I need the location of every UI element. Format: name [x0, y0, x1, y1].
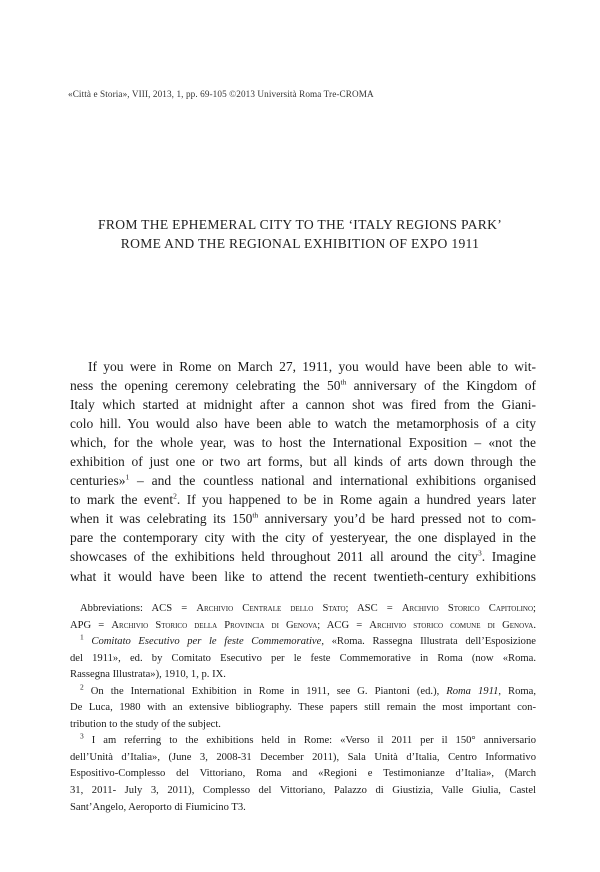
footnote-number: 2	[80, 682, 84, 692]
superscript: th	[252, 510, 259, 520]
body-line: Italy which started at midnight after a cannon shot was fired from the Giani-	[70, 397, 536, 413]
footnote-1: $^1$ Comitato Esecutivo per le feste Commemorative, «Roma. Rassegna Illustrata dell’Esposizione	[80, 632, 536, 648]
footnote-1-line: del 1911», ed. by Comitato Esecutivo per le feste Commemorative in Roma (now «Roma.	[70, 652, 536, 664]
footnote-2-line: tribution to the study of the subject.	[70, 718, 221, 730]
footnote-number: 3	[80, 731, 84, 741]
body-line: showcases of the exhibitions held throughout 2011 all around the city$^3$. Imagine	[70, 548, 536, 565]
abbreviations-line: Abbreviations: ACS = Archivio Centrale dello Stato; ASC = Archivio Storico Capitolino;	[80, 603, 536, 614]
footnote-2-line: De Luca, 1980 with an extensive bibliography. These papers still remain the most important con-	[70, 702, 536, 714]
superscript: th	[340, 377, 347, 387]
body-line: exhibition of just one or two art forms, but all kinds of arts down through the	[70, 454, 536, 470]
footnote-number: 1	[80, 632, 84, 642]
article-title-line-2: ROME AND THE REGIONAL EXHIBITION OF EXPO 1911	[120, 236, 480, 251]
footnote-1-line: Rassegna Illustrata»), 1910, 1, p. IX.	[70, 669, 226, 681]
footnote-3-line: 31, 2011- July 3, 2011), Complesso del Vittoriano, Palazzo di Giustizia, Valle Giulia, Castel	[70, 785, 536, 797]
body-line: when it was celebrating its 150th anniversary you’d be hard pressed not to com-	[70, 510, 536, 527]
body-line: colo hill. You would also have been able to watch the metamorphosis of a city	[70, 416, 536, 432]
footnotes	[70, 601, 536, 816]
footnote-3-line: Espositivo-Complesso del Vittoriano, Roma and «Regioni e Testimonianze d’Italia», (March	[70, 768, 536, 780]
abbreviations-line: APG = Archivio Storico della Provincia di Genova; ACG = Archivio storico comune di Genova.	[70, 619, 536, 631]
footnote-ref-1[interactable]: 1	[125, 472, 130, 482]
footnote-2: $^2$ On the International Exhibition in Rome in 1911, see G. Piantoni (ed.), Roma 1911, Roma,	[80, 682, 536, 697]
body-line: to mark the event$^2$. If you happened to be in Rome again a hundred years later	[70, 491, 536, 508]
body-paragraph	[70, 357, 536, 586]
footnote-ref-3[interactable]: 3	[477, 548, 482, 558]
body-line: If you were in Rome on March 27, 1911, you would have been able to wit-	[88, 359, 536, 374]
body-line: centuries»$^1$ – and the countless national and international exhibitions organised	[70, 472, 536, 489]
body-line: pare the contemporary city with the city of yesteryear, the one displayed in the	[70, 530, 536, 546]
footnote-ref-2[interactable]: 2	[173, 491, 177, 501]
body-line: ness the opening ceremony celebrating the 50th anniversary of the Kingdom of	[70, 377, 536, 394]
footnote-3: $^3$ I am referring to the exhibitions held in Rome: «Verso il 2011 per il 150° anniversario	[80, 731, 536, 747]
article-title-line-1: FROM THE EPHEMERAL CITY TO THE ‘ITALY REGIONS PARK’	[97, 217, 503, 232]
body-line: which, for the whole year, was to host the International Exposition – «not the	[70, 435, 536, 451]
body-line: what it would have been like to attend the recent twentieth-century exhibitions	[70, 568, 536, 584]
footnote-3-line: dell’Unità d’Italia», (June 3, 2008-31 December 2011), Sala Unità d’Italia, Centro Informativo	[70, 751, 536, 763]
footnote-3-line: Sant’Angelo, Aeroporto di Fiumicino T3.	[70, 801, 246, 813]
running-head: «Città e Storia», VIII, 2013, 1, pp. 69-105 ©2013 Università Roma Tre-CROMA	[68, 89, 374, 99]
